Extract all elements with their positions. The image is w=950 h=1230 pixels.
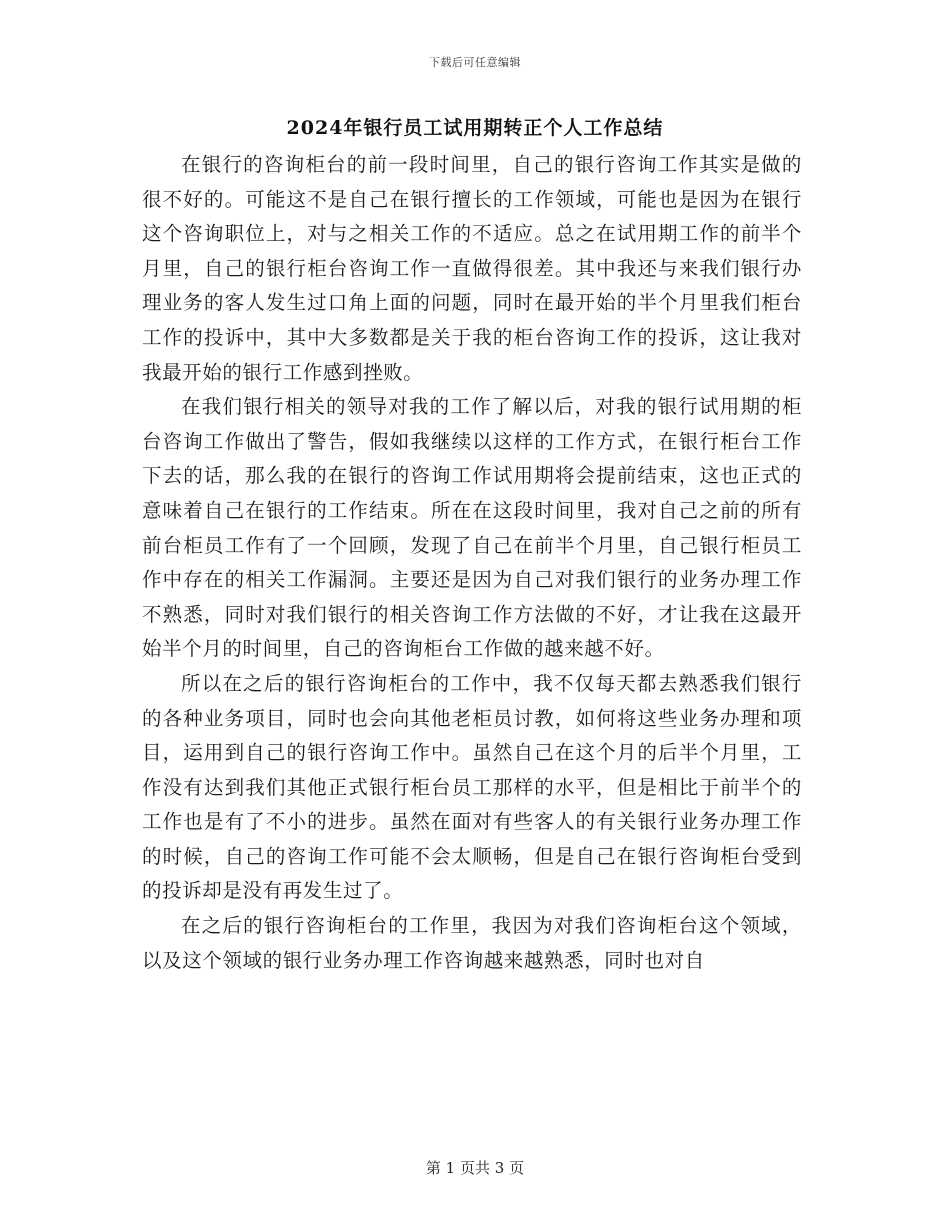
document-title: 2024年银行员工试用期转正个人工作总结 xyxy=(286,117,664,139)
paragraph: 在我们银行相关的领导对我的工作了解以后，对我的银行试用期的柜台咨询工作做出了警告，假如我继续以这样的工作方式，在银行柜台工作下去的话，那么我的在银行的咨询工作试用期将会提前结束，这也正式的意味着自己在银行的工作结束。所在在这段时间里，我对自己之前的所有前台柜员工作有了一个回顾，发现了自己在前半个月里，自己银行柜员工作中存在的相关工作漏洞。主要还是因为自己对我们银行的业务办理工作不熟悉，同时对我们银行的相关咨询工作方法做的不好，才让我在这最开始半个月的时间里，自己的咨询柜台工作做的越来越不好。 xyxy=(142,395,802,661)
page-number: 第 1 页共 3 页 xyxy=(425,1159,525,1177)
paragraph: 在之后的银行咨询柜台的工作里，我因为对我们咨询柜台这个领域，以及这个领域的银行业务办理工作咨询越来越熟悉，同时也对自 xyxy=(142,914,802,972)
header-note: 下载后可任意编辑 xyxy=(429,56,521,69)
paragraph: 在银行的咨询柜台的前一段时间里，自己的银行咨询工作其实是做的很不好的。可能这不是自己在银行擅长的工作领域，可能也是因为在银行这个咨询职位上，对与之相关工作的不适应。总之在试用期工作的前半个月里，自己的银行柜台咨询工作一直做得很差。其中我还与来我们银行办理业务的客人发生过口角上面的问题，同时在最开始的半个月里我们柜台工作的投诉中，其中大多数都是关于我的柜台咨询工作的投诉，这让我对我最开始的银行工作感到挫败。 xyxy=(142,153,802,384)
paragraph: 所以在之后的银行咨询柜台的工作中，我不仅每天都去熟悉我们银行的各种业务项目，同时也会向其他老柜员讨教，如何将这些业务办理和项目，运用到自己的银行咨询工作中。虽然自己在这个月的后半个月里，工作没有达到我们其他正式银行柜台员工那样的水平，但是相比于前半个的工作也是有了不小的进步。虽然在面对有些客人的有关银行业务办理工作的时候，自己的咨询工作可能不会太顺畅，但是自己在银行咨询柜台受到的投诉却是没有再发生过了。 xyxy=(142,671,802,903)
document-body xyxy=(142,148,802,978)
